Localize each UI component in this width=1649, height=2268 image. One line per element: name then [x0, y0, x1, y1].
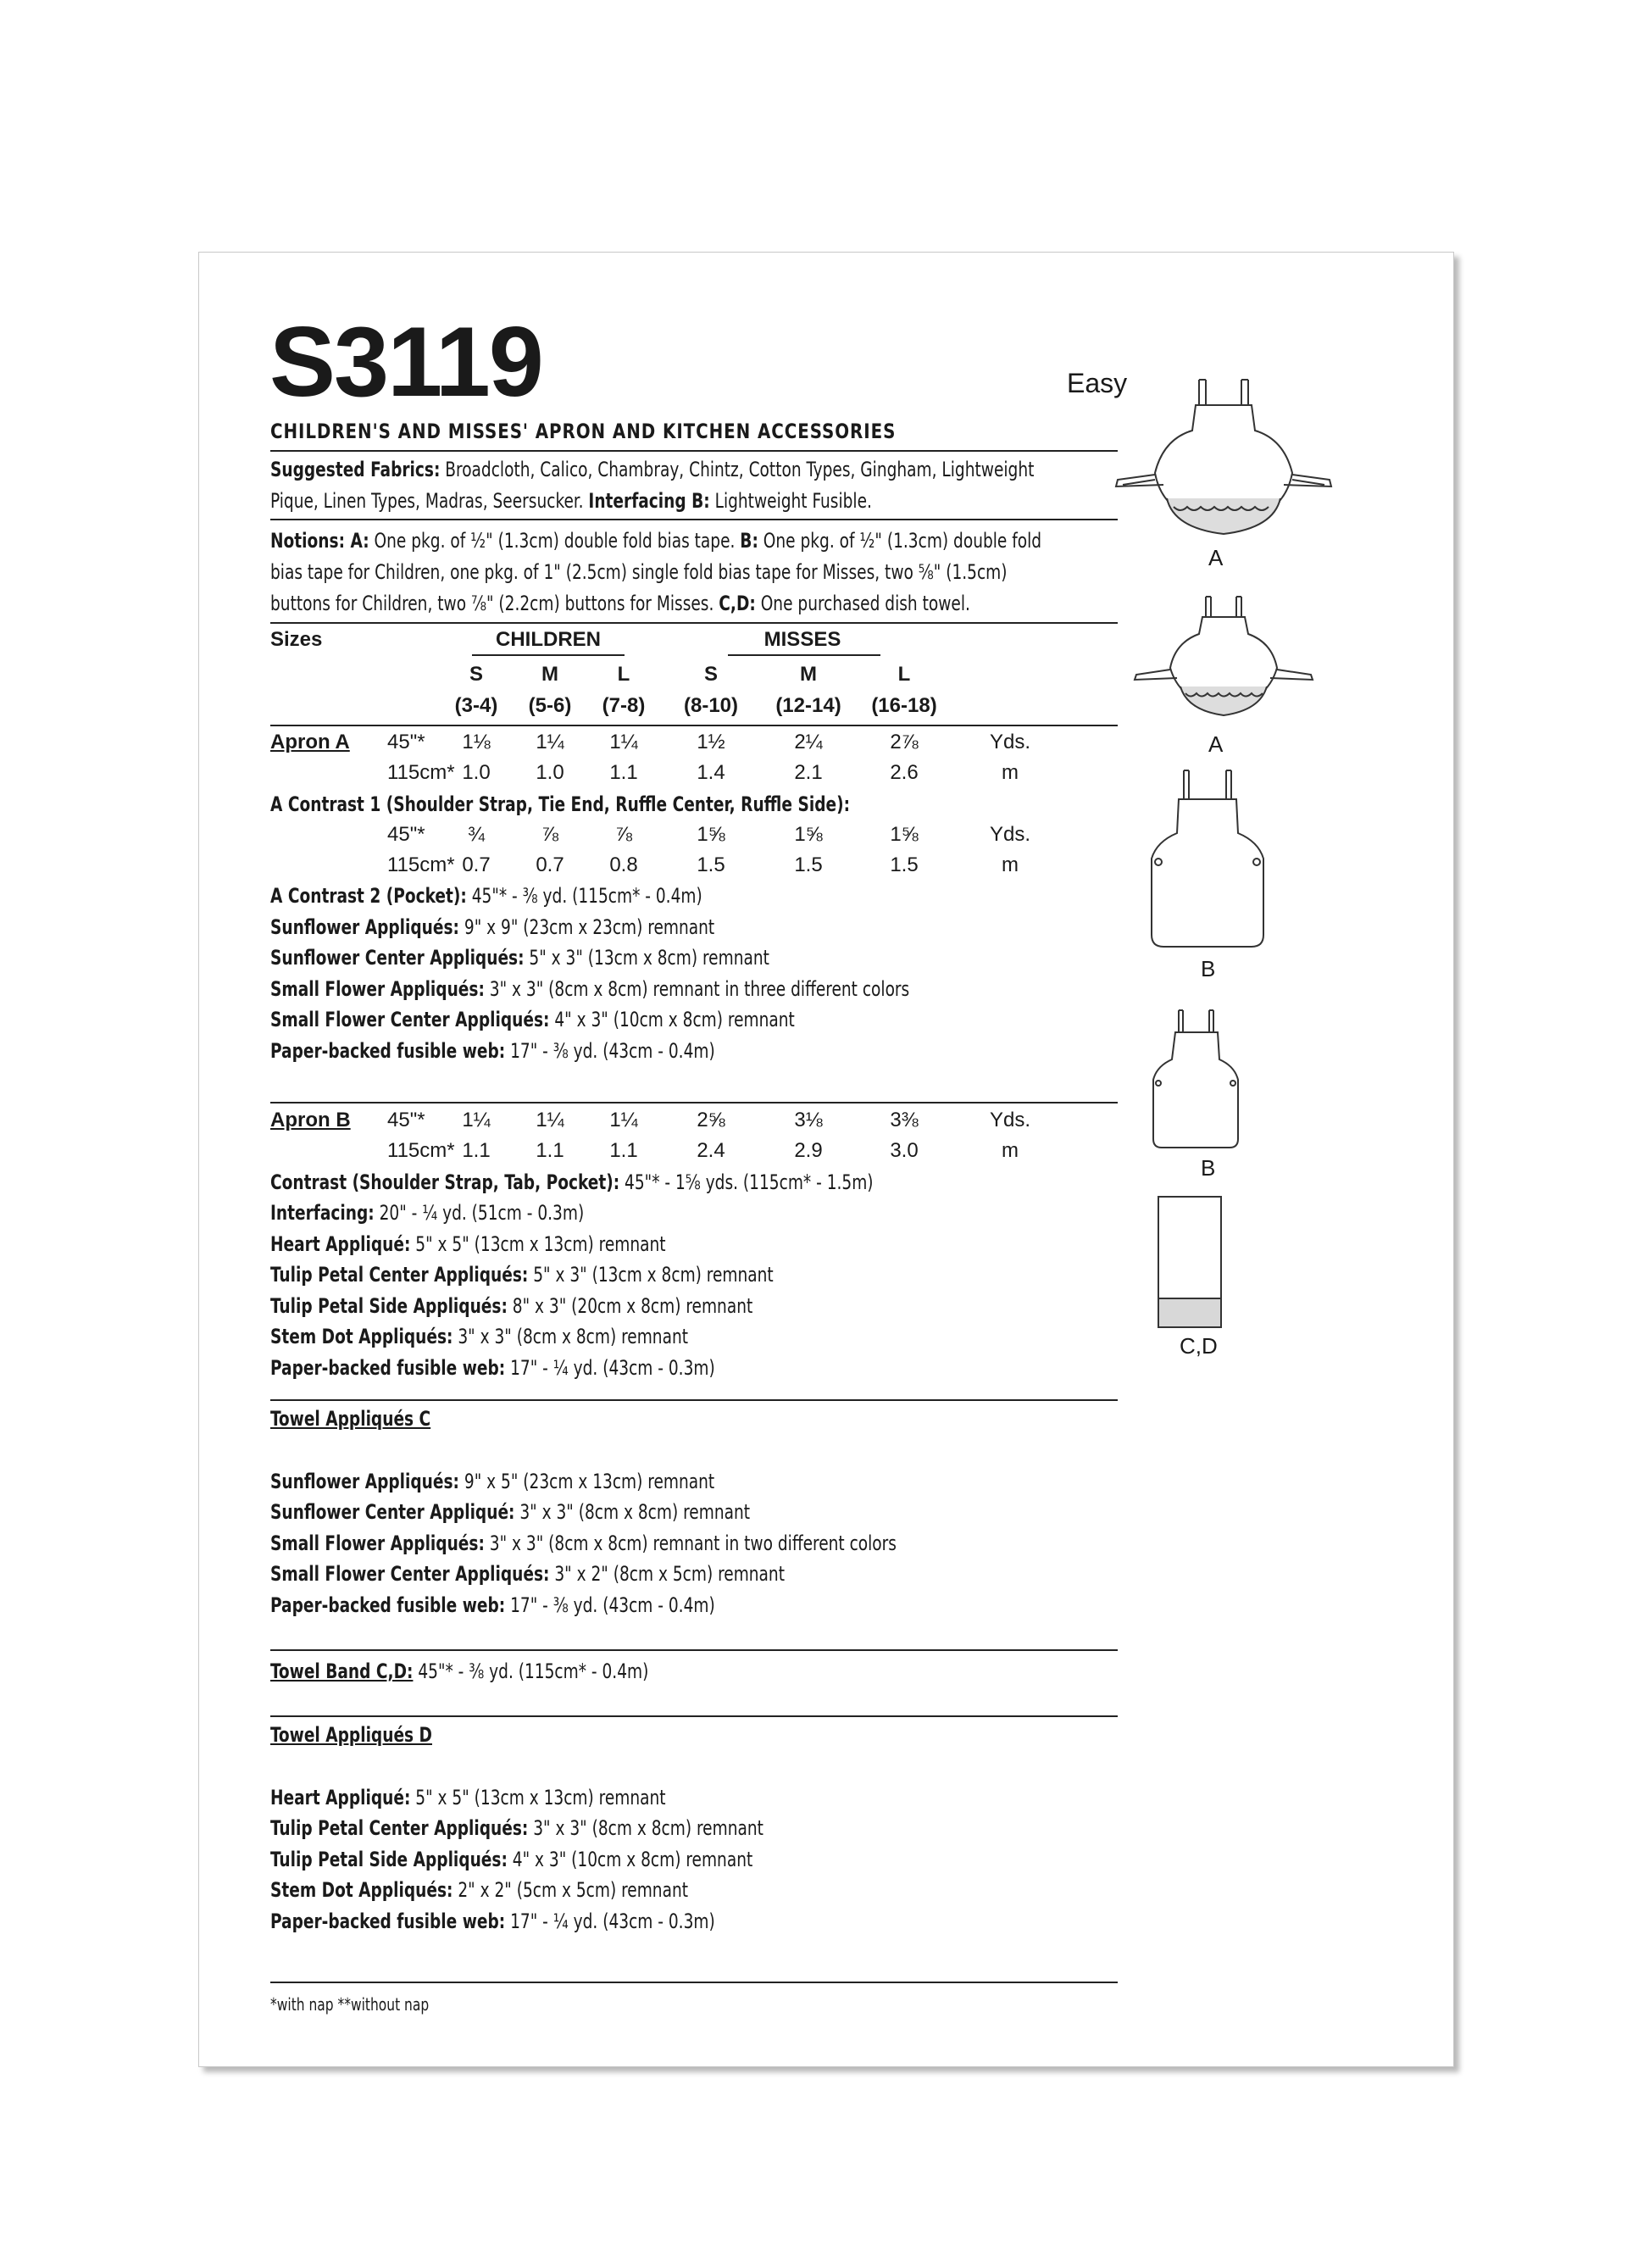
yardage-cell: 1¼ [536, 1109, 564, 1131]
apron-b-large-illustration [1140, 765, 1275, 952]
apron-b-extra: Tulip Petal Center Appliqués: 5" x 3" (13cm x 8cm) remnant [270, 1263, 774, 1287]
contrast1-row-yards [270, 823, 1118, 853]
yardage-cell: 1.1 [609, 761, 638, 784]
yardage-cell: 1⅛ [462, 731, 491, 753]
misses-label: MISSES [763, 628, 841, 651]
difficulty-label: Easy [1067, 368, 1128, 398]
illustration-caption: B [1201, 956, 1216, 981]
yardage-cell: 1.5 [697, 853, 725, 876]
yardage-cell: 1.4 [697, 761, 725, 784]
towel-c-extra: Sunflower Appliqués: 9" x 5" (23cm x 13cm) remnant [270, 1470, 715, 1493]
apron-a-contrast1-label: A Contrast 1 (Shoulder Strap, Tie End, Ruffle Center, Ruffle Side): [270, 792, 850, 816]
fabric-width: 45"* [387, 823, 425, 846]
yardage-cell: 1⅝ [697, 823, 725, 846]
apron-b-extra: Tulip Petal Side Appliqués: 8" x 3" (20cm x 8cm) remnant [270, 1294, 753, 1318]
divider [270, 1649, 1118, 1651]
size-range: (5-6) [528, 694, 572, 717]
towel-c-extra: Paper-backed fusible web: 17" - ⅜ yd. (43cm - 0.4m) [270, 1593, 715, 1617]
children-label: CHILDREN [496, 628, 601, 651]
yardage-cell: 1¼ [462, 1109, 491, 1131]
divider [270, 1715, 1118, 1717]
size-letter: M [800, 663, 817, 686]
apron-a-row-meters [270, 761, 1118, 792]
towel-illustration [1157, 1195, 1224, 1331]
yardage-cell: 1.5 [794, 853, 823, 876]
unit-label: Yds. [989, 1109, 1031, 1131]
fabric-width: 115cm* [387, 1139, 455, 1162]
apron-a-extra: Small Flower Appliqués: 3" x 3" (8cm x 8cm) remnant in three different colors [270, 977, 910, 1001]
footnote: *with nap **without nap [270, 1994, 430, 2015]
apron-a-row-yards [270, 731, 1118, 761]
apron-b-row-yards [270, 1109, 1118, 1139]
yardage-cell: 3⅜ [890, 1109, 919, 1131]
fabric-width: 115cm* [387, 853, 455, 876]
apron-a-extra: A Contrast 2 (Pocket): 45"* - ⅜ yd. (115cm* - 0.4m) [270, 884, 702, 908]
divider [270, 519, 1118, 520]
apron-a-small-illustration [1131, 592, 1318, 727]
size-letter: S [469, 663, 484, 686]
towel-d-extra: Tulip Petal Center Appliqués: 3" x 3" (8cm x 8cm) remnant [270, 1816, 763, 1840]
towel-c-extra: Small Flower Center Appliqués: 3" x 2" (8cm x 5cm) remnant [270, 1562, 785, 1586]
apron-a-label: Apron A [270, 731, 350, 753]
unit-label: m [1002, 853, 1019, 876]
yardage-cell: 2⅝ [697, 1109, 725, 1131]
apron-b-extra: Contrast (Shoulder Strap, Tab, Pocket): 45"* - 1⅝ yds. (115cm* - 1.5m) [270, 1170, 874, 1194]
towel-d-extra: Stem Dot Appliqués: 2" x 2" (5cm x 5cm) remnant [270, 1878, 689, 1902]
size-range: (8-10) [683, 694, 739, 717]
size-letter: M [541, 663, 558, 686]
size-range: (16-18) [871, 694, 937, 717]
apron-b-small-illustration [1145, 1007, 1246, 1151]
size-letters-row [270, 663, 1118, 693]
illustration-caption: A [1208, 731, 1224, 757]
divider [270, 1399, 1118, 1401]
yardage-cell: 3⅛ [794, 1109, 823, 1131]
yardage-cell: 1.0 [536, 761, 564, 784]
size-range: (12-14) [775, 694, 841, 717]
unit-label: Yds. [989, 731, 1031, 753]
sizes-label: Sizes [270, 628, 323, 651]
yardage-cell: 1⅝ [794, 823, 823, 846]
pattern-envelope-back [198, 252, 1454, 2067]
apron-b-extra: Heart Appliqué: 5" x 5" (13cm x 13cm) remnant [270, 1232, 666, 1256]
yardage-cell: 1.1 [462, 1139, 491, 1162]
size-letter: S [703, 663, 719, 686]
divider [270, 622, 1118, 624]
divider [270, 450, 1118, 452]
yardage-cell: 0.7 [462, 853, 491, 876]
sizes-header [270, 628, 1118, 659]
towel-d-extra: Tulip Petal Side Appliqués: 4" x 3" (10cm x 8cm) remnant [270, 1848, 753, 1871]
suggested-fabrics: Suggested Fabrics: Broadcloth, Calico, Chambray, Chintz, Cotton Types, Gingham, Lightweight Pique, Linen Types, Madras, Seersucker. Interfacing B: Lightweight Fusible. [270, 458, 1035, 513]
yardage-cell: 1½ [697, 731, 725, 753]
fabric-width: 115cm* [387, 761, 455, 784]
yardage-cell: 2.6 [890, 761, 919, 784]
yardage-cell: 1.1 [609, 1139, 638, 1162]
yardage-cell: ¾ [467, 823, 486, 846]
towel-c-label: Towel Appliqués C [270, 1407, 431, 1431]
apron-b-row-meters [270, 1139, 1118, 1170]
divider [270, 1102, 1118, 1103]
apron-a-extra: Paper-backed fusible web: 17" - ⅜ yd. (43cm - 0.4m) [270, 1039, 715, 1063]
yardage-cell: 1.0 [462, 761, 491, 784]
size-letter: L [617, 663, 630, 686]
apron-a-large-illustration [1114, 371, 1335, 541]
towel-band: Towel Band C,D: 45"* - ⅜ yd. (115cm* - 0.4m) [270, 1659, 649, 1683]
yardage-cell: 2.9 [794, 1139, 823, 1162]
towel-d-extra: Heart Appliqué: 5" x 5" (13cm x 13cm) remnant [270, 1786, 666, 1809]
fabric-width: 45"* [387, 1109, 425, 1131]
yardage-cell: 1⅝ [890, 823, 919, 846]
yardage-cell: 2⅞ [890, 731, 919, 753]
fabric-width: 45"* [387, 731, 425, 753]
contrast1-row-meters [270, 853, 1118, 884]
towel-c-extra: Sunflower Center Appliqué: 3" x 3" (8cm x 8cm) remnant [270, 1500, 751, 1524]
pattern-title: CHILDREN'S AND MISSES' APRON AND KITCHEN ACCESSORIES [270, 420, 897, 443]
yardage-cell: 0.8 [609, 853, 638, 876]
misses-underline [728, 654, 880, 656]
notions: Notions: A: One pkg. of ½" (1.3cm) double fold bias tape. B: One pkg. of ½" (1.3cm) double fold bias tape for Children, one pkg. of 1" (2.5cm) single fold bias tape for Misses, two ⅝" (1.5cm) buttons for Children, two ⅞" (2.2cm) buttons for Misses. C,D: One purchased dish towel. [270, 529, 1042, 615]
apron-a-extra: Small Flower Center Appliqués: 4" x 3" (10cm x 8cm) remnant [270, 1008, 795, 1031]
yardage-cell: 1.1 [536, 1139, 564, 1162]
yardage-cell: ⅞ [541, 823, 559, 846]
towel-d-label: Towel Appliqués D [270, 1723, 432, 1747]
unit-label: m [1002, 1139, 1019, 1162]
yardage-cell: 1.5 [890, 853, 919, 876]
towel-d-extra: Paper-backed fusible web: 17" - ¼ yd. (43cm - 0.3m) [270, 1909, 715, 1933]
divider [270, 725, 1118, 726]
illustration-caption: A [1208, 545, 1224, 570]
size-ranges-row [270, 694, 1118, 725]
size-range: (3-4) [454, 694, 498, 717]
pattern-code: S3119 [269, 306, 542, 417]
yardage-cell: ⅞ [614, 823, 633, 846]
apron-b-extra: Stem Dot Appliqués: 3" x 3" (8cm x 8cm) remnant [270, 1325, 689, 1348]
yardage-cell: 2.1 [794, 761, 823, 784]
children-underline [472, 654, 625, 656]
divider [270, 1982, 1118, 1983]
yardage-cell: 1¼ [609, 731, 638, 753]
yardage-cell: 2¼ [794, 731, 823, 753]
towel-c-extra: Small Flower Appliqués: 3" x 3" (8cm x 8cm) remnant in two different colors [270, 1531, 897, 1555]
apron-b-extra: Interfacing: 20" - ¼ yd. (51cm - 0.3m) [270, 1201, 585, 1225]
size-range: (7-8) [602, 694, 646, 717]
yardage-cell: 1¼ [609, 1109, 638, 1131]
illustration-caption: C,D [1180, 1333, 1218, 1359]
yardage-cell: 3.0 [890, 1139, 919, 1162]
apron-b-label: Apron B [270, 1109, 351, 1131]
yardage-cell: 2.4 [697, 1139, 725, 1162]
size-letter: L [897, 663, 911, 686]
apron-a-extra: Sunflower Appliqués: 9" x 9" (23cm x 23cm) remnant [270, 915, 715, 939]
illustration-caption: B [1201, 1155, 1216, 1181]
yardage-cell: 1¼ [536, 731, 564, 753]
apron-b-extra: Paper-backed fusible web: 17" - ¼ yd. (43cm - 0.3m) [270, 1356, 715, 1380]
unit-label: m [1002, 761, 1019, 784]
unit-label: Yds. [989, 823, 1031, 846]
yardage-cell: 0.7 [536, 853, 564, 876]
apron-a-extra: Sunflower Center Appliqués: 5" x 3" (13cm x 8cm) remnant [270, 946, 769, 970]
